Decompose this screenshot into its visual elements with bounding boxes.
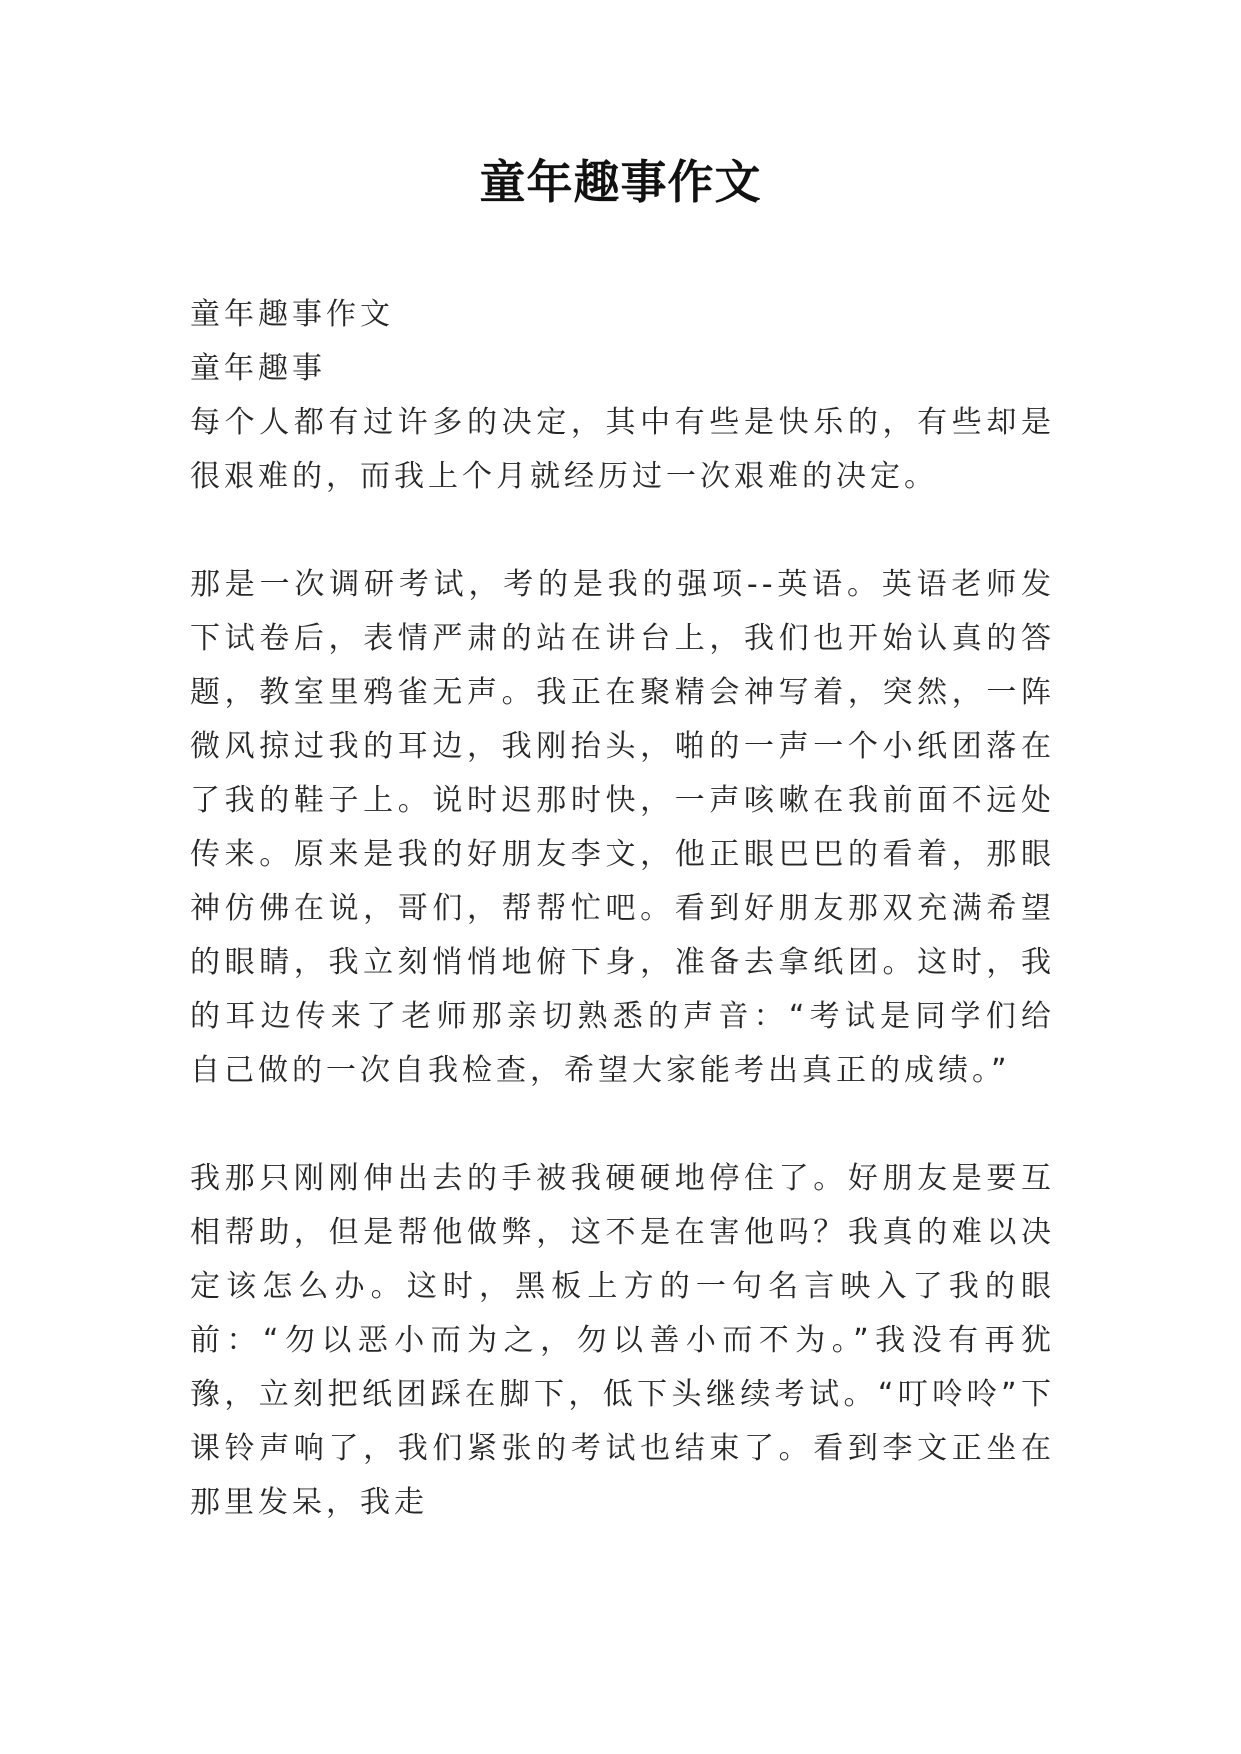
paragraph-gap (190, 504, 1055, 558)
paragraph-2: 那是一次调研考试，考的是我的强项--英语。英语老师发下试卷后，表情严肃的站在讲台上，我们也开始认真的答题，教室里鸦雀无声。我正在聚精会神写着，突然，一阵微风掠过我的耳边，我刚抬头，啪的一声一个小纸团落在了我的鞋子上。说时迟那时快，一声咳嗽在我前面不远处传来。原来是我的好朋友李文，他正眼巴巴的看着，那眼神仿佛在说，哥们，帮帮忙吧。看到好朋友那双充满希望的眼睛，我立刻悄悄地俯下身，准备去拿纸团。这时，我的耳边传来了老师那亲切熟悉的声音：“考试是同学们给自己做的一次自我检查，希望大家能考出真正的成绩。” (190, 567, 1055, 1088)
body-heading-2: 童年趣事 (190, 351, 326, 386)
page-title: 童年趣事作文 (479, 155, 762, 209)
paragraph-gap (190, 1098, 1055, 1152)
paragraph-1: 每个人都有过许多的决定，其中有些是快乐的，有些却是很艰难的，而我上个月就经历过一次艰难的决定。 (190, 405, 1055, 494)
body-heading-1: 童年趣事作文 (190, 297, 394, 332)
paragraph-3: 我那只刚刚伸出去的手被我硬硬地停住了。好朋友是要互相帮助，但是帮他做弊，这不是在害他吗？我真的难以决定该怎么办。这时，黑板上方的一句名言映入了我的眼前：“勿以恶小而为之，勿以善小而不为。”我没有再犹豫，立刻把纸团踩在脚下，低下头继续考试。“叮呤呤”下课铃声响了，我们紧张的考试也结束了。看到李文正坐在那里发呆，我走 (190, 1161, 1055, 1520)
document-body (190, 288, 1055, 1530)
